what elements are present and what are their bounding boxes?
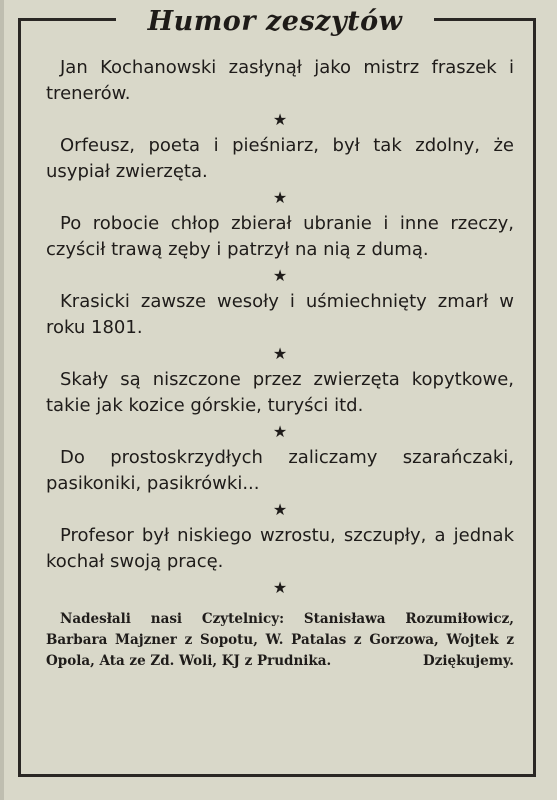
credits-text: Nadesłali nasi Czytelnicy: Stanisława Rozumiłowicz, Barbara Majzner z Sopotu, W. Patalas z Gorzowa, Wojtek z Opola, Ata ze Zd. Woli, KJ z Prudnika. [46,611,514,669]
joke-6: Do prostoskrzydłych zaliczamy szarańczaki, pasikoniki, pasikrówki... [46,447,514,494]
title-box [116,4,434,40]
thanks-text: Dziękujemy. [422,653,514,669]
star-separator: ★ [272,188,288,207]
joke-5: Skały są niszczone przez zwierzęta kopytkowe, takie jak kozice górskie, turyści itd. [46,369,514,416]
star-separator: ★ [272,500,288,519]
joke-1: Jan Kochanowski zasłynął jako mistrz fraszek i trenerów. [46,57,514,104]
reader-credits [46,609,514,672]
joke-3: Po robocie chłop zbierał ubranie i inne rzeczy, czyścił trawą zęby i patrzył na nią z dumą. [46,213,514,260]
star-separator: ★ [272,422,288,441]
joke-4: Krasicki zawsze wesoły i uśmiechnięty zmarł w roku 1801. [46,291,514,338]
joke-7: Profesor był niskiego wzrostu, szczupły, a jednak kochał swoją pracę. [46,525,514,572]
star-separator: ★ [272,110,288,129]
page-edge [0,0,4,800]
star-separator: ★ [272,344,288,363]
article-content [46,55,514,672]
star-separator: ★ [272,266,288,285]
article-title: Humor zeszytów [147,6,403,37]
star-separator: ★ [272,578,288,597]
joke-2: Orfeusz, poeta i pieśniarz, był tak zdolny, że usypiał zwierzęta. [46,135,514,182]
